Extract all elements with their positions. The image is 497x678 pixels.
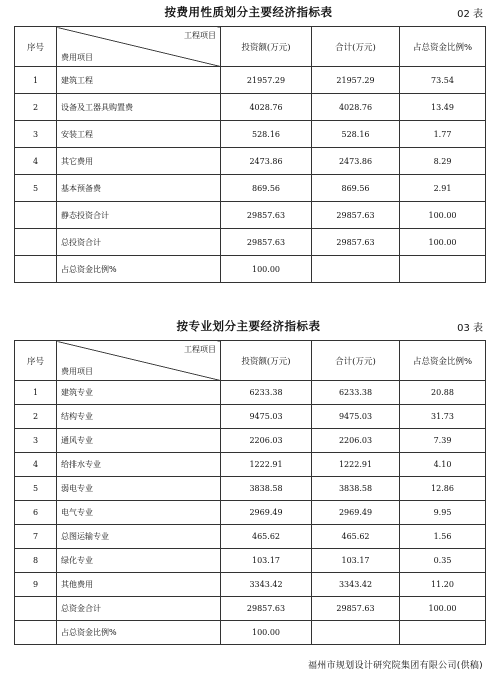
- row-number: 1: [15, 67, 57, 94]
- header-ratio: 占总资金比例%: [400, 341, 486, 381]
- row-name: 绿化专业: [57, 549, 221, 573]
- row-ratio: 8.29: [400, 148, 486, 175]
- table-row: [15, 477, 486, 501]
- table-row: [15, 256, 486, 283]
- table-row: [15, 525, 486, 549]
- row-ratio: 20.88: [400, 381, 486, 405]
- table1-number: 02 表: [457, 9, 483, 20]
- row-number: 8: [15, 549, 57, 573]
- table-row: [15, 453, 486, 477]
- row-total: 1222.91: [312, 453, 400, 477]
- row-name: 建筑专业: [57, 381, 221, 405]
- row-ratio: 100.00: [400, 229, 486, 256]
- footer-credit: 福州市规划设计研究院集团有限公司(供稿): [307, 661, 483, 671]
- row-name: 通风专业: [57, 429, 221, 453]
- row-number: 5: [15, 175, 57, 202]
- table-row: [15, 429, 486, 453]
- row-investment: 6233.38: [221, 381, 312, 405]
- header-investment: 投资额(万元): [221, 27, 312, 67]
- table2-number: 03 表: [457, 323, 483, 334]
- row-total: 869.56: [312, 175, 400, 202]
- row-ratio: 100.00: [400, 597, 486, 621]
- table-row: [15, 175, 486, 202]
- table-row: [15, 121, 486, 148]
- row-investment: 4028.76: [221, 94, 312, 121]
- header-ratio: 占总资金比例%: [400, 27, 486, 67]
- row-name: 弱电专业: [57, 477, 221, 501]
- row-total: 465.62: [312, 525, 400, 549]
- table-row: [15, 94, 486, 121]
- header-diagonal-cell: [57, 341, 221, 381]
- row-total: 2473.86: [312, 148, 400, 175]
- row-name: 总图运输专业: [57, 525, 221, 549]
- table-row: [15, 621, 486, 645]
- row-total: 3343.42: [312, 573, 400, 597]
- row-investment: 2969.49: [221, 501, 312, 525]
- row-investment: 29857.63: [221, 202, 312, 229]
- header-total: 合计(万元): [312, 27, 400, 67]
- row-ratio: 0.35: [400, 549, 486, 573]
- row-total: 9475.03: [312, 405, 400, 429]
- row-investment: 29857.63: [221, 597, 312, 621]
- row-name: 静态投资合计: [57, 202, 221, 229]
- header-diagonal-cell: [57, 27, 221, 67]
- row-ratio: [400, 256, 486, 283]
- row-total: 21957.29: [312, 67, 400, 94]
- table1: [14, 26, 486, 283]
- row-number: 6: [15, 501, 57, 525]
- row-ratio: 9.95: [400, 501, 486, 525]
- row-ratio: 7.39: [400, 429, 486, 453]
- row-total: 6233.38: [312, 381, 400, 405]
- row-total: 2206.03: [312, 429, 400, 453]
- row-ratio: 11.20: [400, 573, 486, 597]
- row-number: [15, 597, 57, 621]
- row-number: [15, 202, 57, 229]
- row-total: [312, 256, 400, 283]
- row-investment: 1222.91: [221, 453, 312, 477]
- row-name: 安装工程: [57, 121, 221, 148]
- header-total: 合计(万元): [312, 341, 400, 381]
- header-fee-label: 费用项目: [61, 367, 93, 376]
- row-total: [312, 621, 400, 645]
- table-row: [15, 229, 486, 256]
- row-name: 给排水专业: [57, 453, 221, 477]
- row-investment: 2473.86: [221, 148, 312, 175]
- header-seq: 序号: [15, 341, 57, 381]
- row-name: 电气专业: [57, 501, 221, 525]
- row-number: 7: [15, 525, 57, 549]
- row-investment: 100.00: [221, 621, 312, 645]
- row-name: 其它费用: [57, 148, 221, 175]
- row-number: [15, 256, 57, 283]
- table-row: [15, 549, 486, 573]
- row-total: 29857.63: [312, 202, 400, 229]
- row-number: 2: [15, 94, 57, 121]
- row-number: 2: [15, 405, 57, 429]
- header-seq: 序号: [15, 27, 57, 67]
- row-total: 4028.76: [312, 94, 400, 121]
- row-investment: 3838.58: [221, 477, 312, 501]
- row-ratio: 31.73: [400, 405, 486, 429]
- row-investment: 103.17: [221, 549, 312, 573]
- row-name: 总投资合计: [57, 229, 221, 256]
- row-number: 4: [15, 148, 57, 175]
- row-ratio: 13.49: [400, 94, 486, 121]
- row-name: 占总资金比例%: [57, 621, 221, 645]
- row-ratio: [400, 621, 486, 645]
- row-investment: 21957.29: [221, 67, 312, 94]
- row-number: 3: [15, 121, 57, 148]
- row-total: 29857.63: [312, 229, 400, 256]
- row-name: 占总资金比例%: [57, 256, 221, 283]
- header-investment: 投资额(万元): [221, 341, 312, 381]
- table-row: [15, 501, 486, 525]
- row-total: 103.17: [312, 549, 400, 573]
- row-ratio: 1.77: [400, 121, 486, 148]
- row-number: [15, 229, 57, 256]
- header-fee-label: 费用项目: [61, 53, 93, 62]
- row-name: 结构专业: [57, 405, 221, 429]
- row-name: 其他费用: [57, 573, 221, 597]
- row-investment: 3343.42: [221, 573, 312, 597]
- table-row: [15, 148, 486, 175]
- row-number: 3: [15, 429, 57, 453]
- row-total: 528.16: [312, 121, 400, 148]
- row-total: 3838.58: [312, 477, 400, 501]
- table-row: [15, 597, 486, 621]
- row-number: 1: [15, 381, 57, 405]
- table-row: [15, 381, 486, 405]
- table-row: [15, 573, 486, 597]
- table-row: [15, 202, 486, 229]
- table1-title: 按费用性质划分主要经济指标表: [164, 5, 333, 19]
- row-number: 4: [15, 453, 57, 477]
- row-investment: 528.16: [221, 121, 312, 148]
- row-name: 设备及工器具购置费: [57, 94, 221, 121]
- header-project-label: 工程项目: [184, 31, 216, 40]
- row-investment: 100.00: [221, 256, 312, 283]
- row-number: [15, 621, 57, 645]
- row-ratio: 1.56: [400, 525, 486, 549]
- row-investment: 9475.03: [221, 405, 312, 429]
- row-ratio: 12.86: [400, 477, 486, 501]
- row-name: 总资金合计: [57, 597, 221, 621]
- table2: [14, 340, 486, 645]
- row-ratio: 2.91: [400, 175, 486, 202]
- table1-header-row: [15, 27, 486, 67]
- row-ratio: 4.10: [400, 453, 486, 477]
- row-investment: 465.62: [221, 525, 312, 549]
- row-ratio: 100.00: [400, 202, 486, 229]
- row-investment: 29857.63: [221, 229, 312, 256]
- table-row: [15, 405, 486, 429]
- row-investment: 869.56: [221, 175, 312, 202]
- row-number: 5: [15, 477, 57, 501]
- row-name: 建筑工程: [57, 67, 221, 94]
- row-ratio: 73.54: [400, 67, 486, 94]
- row-number: 9: [15, 573, 57, 597]
- row-total: 29857.63: [312, 597, 400, 621]
- table-row: [15, 67, 486, 94]
- header-project-label: 工程项目: [184, 345, 216, 354]
- row-name: 基本预备费: [57, 175, 221, 202]
- table2-title: 按专业划分主要经济指标表: [176, 319, 321, 333]
- row-total: 2969.49: [312, 501, 400, 525]
- table2-header-row: [15, 341, 486, 381]
- row-investment: 2206.03: [221, 429, 312, 453]
